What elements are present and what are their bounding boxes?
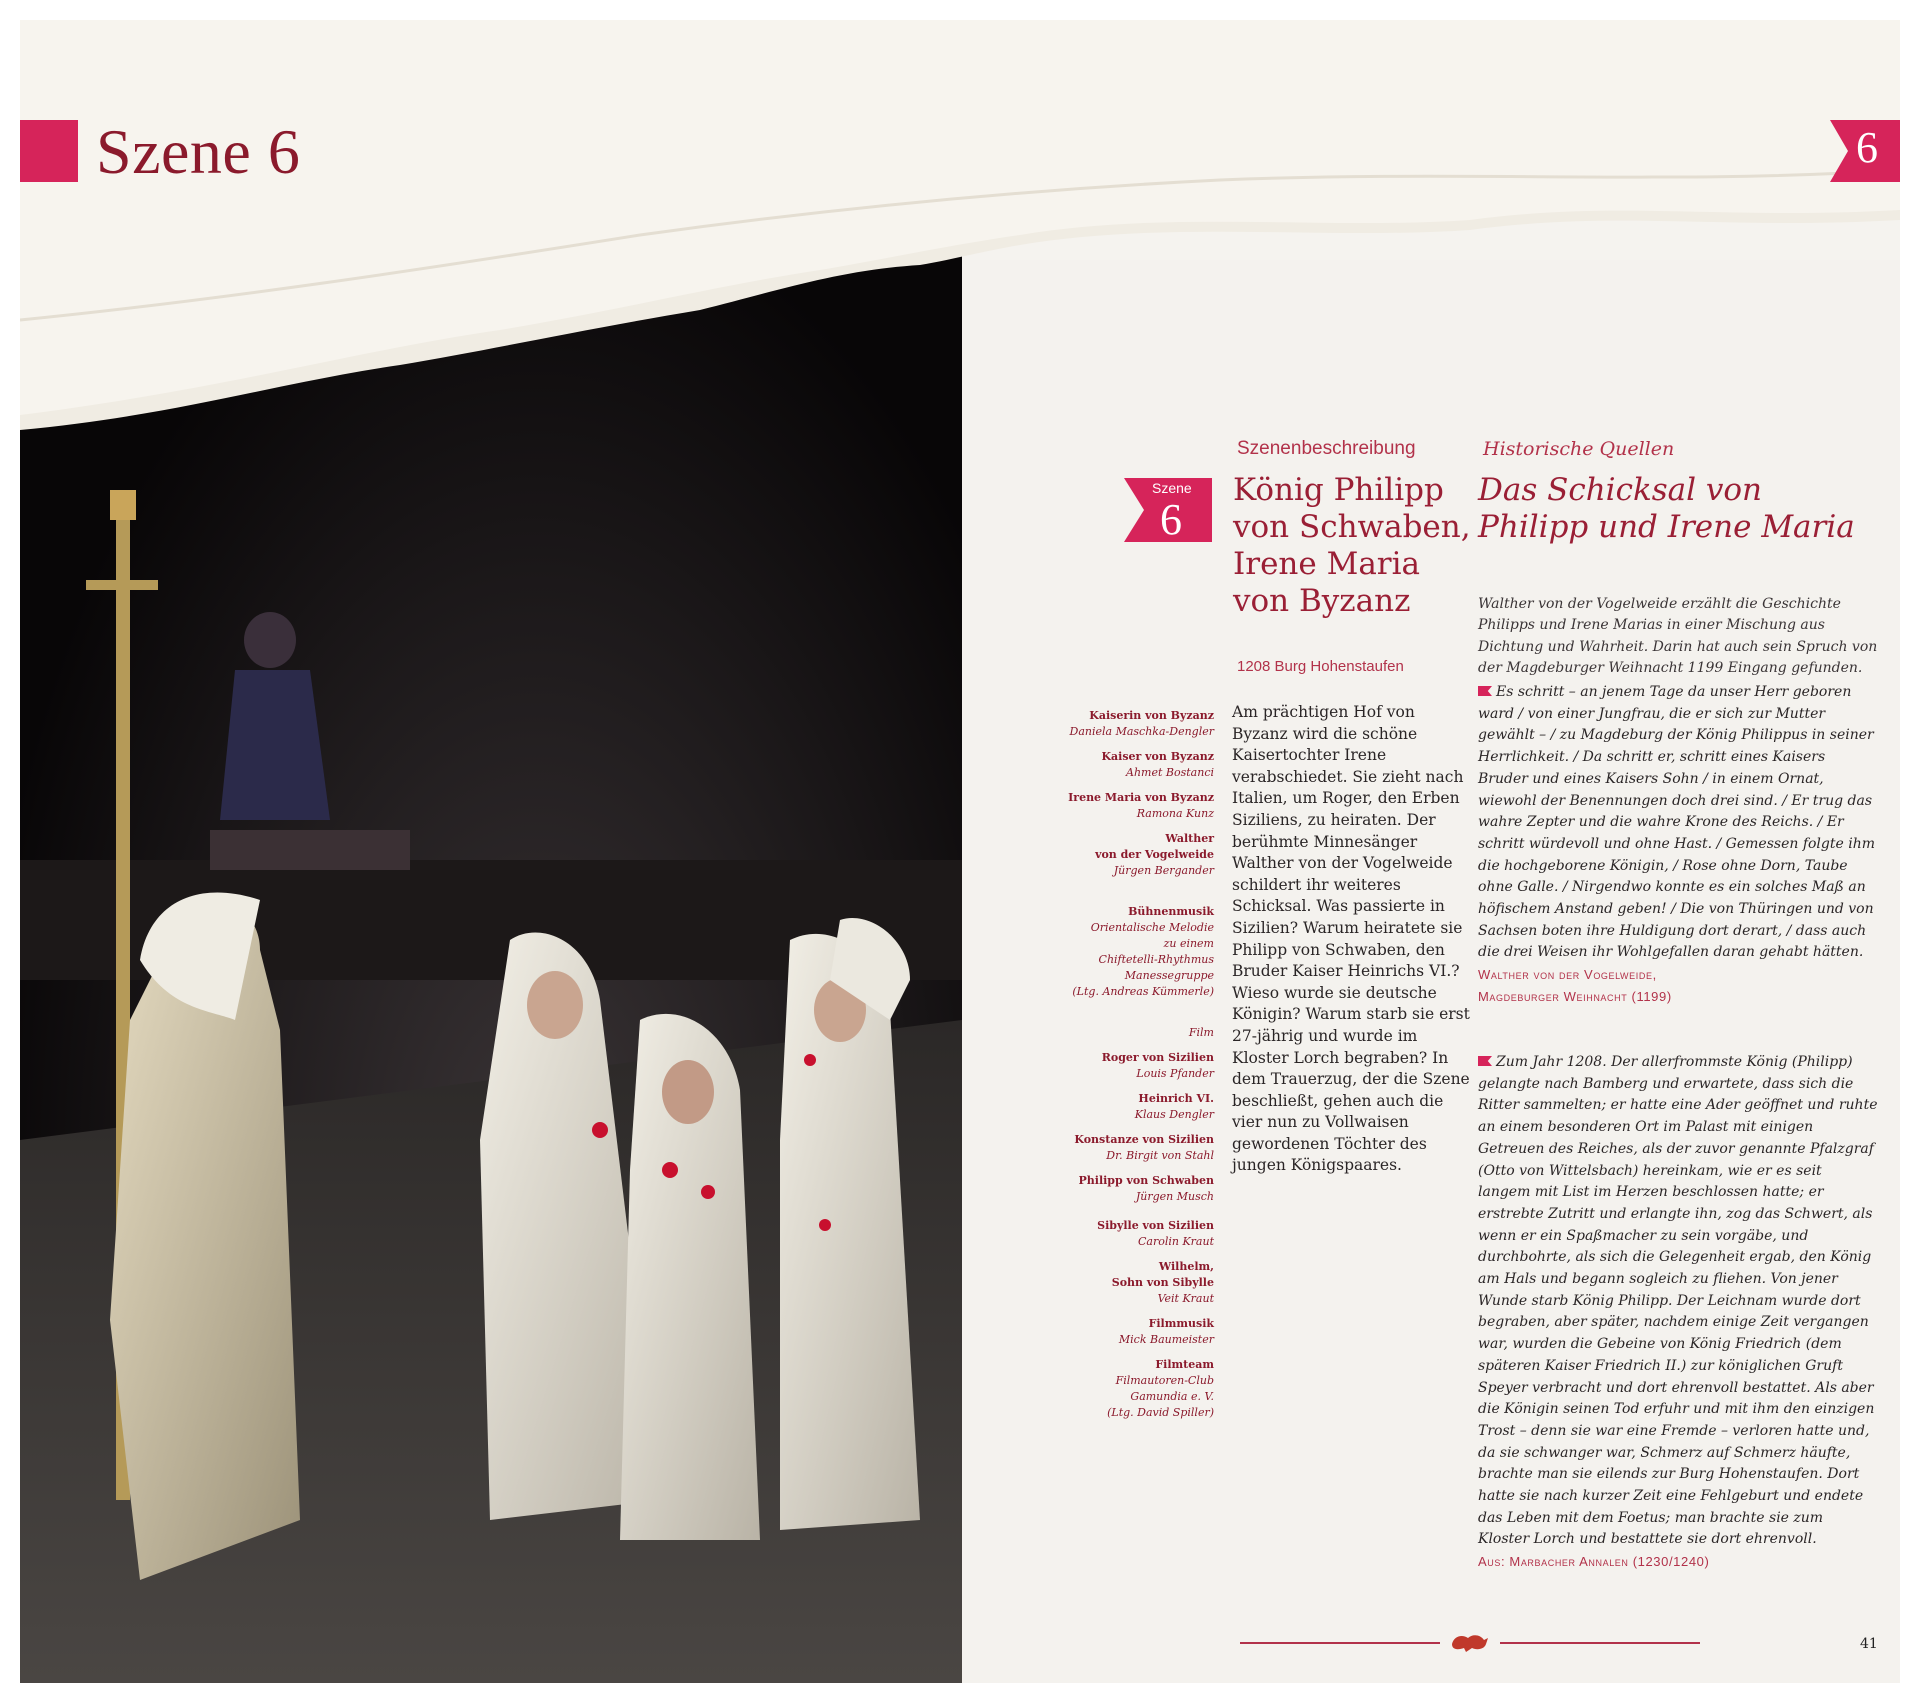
cast-role: Filmteam: [1155, 1358, 1214, 1371]
cast-entry: [1020, 708, 1214, 740]
music-line: Manessegruppe: [1124, 969, 1214, 982]
quote-source: Aus: Marbacher Annalen (1230/1240): [1478, 1554, 1710, 1570]
music-line: Orientalische Melodie: [1090, 921, 1214, 934]
cast-role: Philipp von Schwaben: [1078, 1174, 1214, 1187]
quote-source: Walther von der Vogelweide,: [1478, 967, 1657, 983]
cast-actor: Ramona Kunz: [1136, 807, 1214, 820]
description-title-line: Irene Maria: [1233, 546, 1421, 582]
quote-text: Zum Jahr 1208. Der allerfrommste König (Philipp) gelangte nach Bamberg und erwartete, dass sich die Ritter sammelten; er hatte eine Ader geöffnet und ruhte an einem besonderen Ort im Palast mit einigen Getreuen des Reiches, als der zuvor genannte Pfalzgraf (Otto von Wittelsbach) hereinkam, wie er es seit langem mit List im Herzen beschlossen hatte; er erstrebte Zutritt und erlangte ihn, zog das Schwert, als wenn er ein Spaßmacher zu sein vorgäbe, und durchbohrte, als sich die Gelegenheit ergab, den König am Hals und begann sogleich zu fliehen. Von jener Wunde starb König Philipp. Der Leichnam wurde dort begraben, aber später, nachdem einige Zeit vergangen war, wurden die Gebeine von König Friedrich (dem späteren Kaiser Friedrich II.) zur königlichen Gruft Speyer verbracht und dort ehrenvoll bestattet. Als aber die Königin seinen Tod erfuhr und mit ihm den einzigen Trost – denn sie war eine Fremde – verloren hatte und, da sie schwanger war, Schmerz auf Schmerz häufte, brachte man sie eilends zur Burg Hohenstaufen. Dort hatte sie nach kurzer Zeit eine Fehlgeburt und endete das Leben mit dem Foetus; man brachte sie zum Kloster Lorch und bestattete sie dort ehrenvoll.: [1478, 1054, 1878, 1548]
cast-entry: [1020, 1091, 1214, 1123]
cast-entry: [1020, 1218, 1214, 1250]
sources-title: [1478, 472, 1898, 546]
description-title: [1233, 472, 1473, 620]
film-label-entry: [1020, 1025, 1214, 1041]
book-page: [20, 20, 1900, 1683]
cast-entry: [1020, 831, 1214, 879]
description-title-line: König Philipp: [1233, 472, 1444, 508]
sources-heading: Historische Quellen: [1483, 438, 1675, 460]
cast-entry: [1020, 1259, 1214, 1307]
cast-role: Kaiser von Byzanz: [1101, 750, 1214, 763]
cast-entry: [1020, 790, 1214, 822]
film-label: Film: [1188, 1026, 1214, 1039]
cast-entry: [1020, 1316, 1214, 1348]
scene-place: 1208 Burg Hohenstaufen: [1237, 658, 1404, 675]
sources-title-line: Philipp und Irene Maria: [1478, 509, 1855, 545]
description-title-line: von Byzanz: [1233, 583, 1411, 619]
cast-actor: Dr. Birgit von Stahl: [1106, 1149, 1214, 1162]
music-line: zu einem: [1163, 937, 1214, 950]
music-role: Bühnenmusik: [1128, 905, 1214, 918]
quote-text: Es schritt – an jenem Tage da unser Herr geboren ward / von einer Jungfrau, die er sich zur Mutter gewählt – / zu Magdeburg der König Philippus in seiner Herrlichkeit. / Da schritt er, schritt eines Kaisers Bruder und eines Kaisers Sohn / in einem Ornat, wiewohl der Benennungen doch drei sind. / Er trug das wahre Zepter und die wahre Krone des Reichs. / Er schritt würdevoll und ohne Hast. / Gemessen folgte ihm die hochgeborene Königin, / Rose ohne Dorn, Taube ohne Galle. / Nirgendwo konnte es ein solches Maß an höfischem Anstand geben! / Die von Thüringen und von Sachsen boten ihre Huldigung dort derart, / dass auch die drei Weisen ihr Wohlgefallen daran gehabt hätten.: [1478, 684, 1876, 961]
music-line: (Ltg. Andreas Kümmerle): [1072, 985, 1214, 998]
description-title-line: von Schwaben,: [1233, 509, 1471, 545]
description-body: Am prächtigen Hof von Byzanz wird die schöne Kaisertochter Irene verabschiedet. Sie zieht nach Italien, um Roger, den Erben Siziliens, zu heiraten. Der berühmte Minnesänger Walther von der Vogelweide schildert ihr weiteres Schicksal. Was passierte in Sizilien? Warum heiratete sie Philipp von Schwaben, den Bruder Kaiser Heinrichs VI.? Wieso wurde sie deutsche Königin? Warum starb sie erst 27-jährig und wurde im Kloster Lorch begraben? In dem Trauerzug, der die Szene beschließt, gehen auch die vier nun zu Vollwaisen gewordenen Töchter des jungen Königspaares.: [1232, 703, 1470, 1175]
cast-actor: Mick Baumeister: [1118, 1333, 1214, 1346]
description-heading: Szenenbeschreibung: [1237, 438, 1416, 459]
cast-list: [1020, 708, 1214, 1430]
cast-role: Irene Maria von Byzanz: [1068, 791, 1214, 804]
film-team-entry: [1020, 1357, 1214, 1421]
scene-number-tab: [1830, 120, 1900, 182]
cast-actor: Gamundia e. V.: [1130, 1390, 1214, 1403]
cast-actor: Ahmet Bostanci: [1126, 766, 1214, 779]
lion-emblem-icon: [1448, 1630, 1492, 1654]
page-number: 41: [1860, 1636, 1878, 1652]
cast-role: Sohn von Sibylle: [1111, 1276, 1214, 1289]
scene-title-tab: [20, 120, 78, 182]
torn-paper-header: [20, 20, 1900, 460]
cast-role: Heinrich VI.: [1138, 1092, 1214, 1105]
cast-actor: Klaus Dengler: [1134, 1108, 1214, 1121]
cast-entry: [1020, 1132, 1214, 1164]
ribbon-number: 6: [1160, 495, 1182, 544]
sources-intro: Walther von der Vogelweide erzählt die Geschichte Philipps und Irene Marias in einer Mischung aus Dichtung und Wahrheit. Darin hat auch sein Spruch von der Magdeburger Weihnacht 1199 Eingang gefunden.: [1478, 596, 1878, 677]
scene-ribbon-badge: [1124, 478, 1212, 562]
cast-actor: Veit Kraut: [1157, 1292, 1214, 1305]
music-line: Chiftetelli-Rhythmus: [1098, 953, 1214, 966]
cast-role: Walther: [1165, 832, 1214, 845]
cast-actor: Jürgen Bergander: [1113, 864, 1214, 877]
cast-actor: (Ltg. David Spiller): [1107, 1406, 1214, 1419]
cast-role: Roger von Sizilien: [1101, 1051, 1214, 1064]
ribbon-label: Szene: [1152, 480, 1192, 496]
cast-role: Filmmusik: [1148, 1317, 1214, 1330]
cast-role: Sibylle von Sizilien: [1097, 1219, 1214, 1232]
cast-role: Wilhelm,: [1158, 1260, 1214, 1273]
cast-entry: [1020, 1173, 1214, 1205]
cast-actor: Jürgen Musch: [1135, 1190, 1214, 1203]
cast-actor: Carolin Kraut: [1137, 1235, 1214, 1248]
music-entry: [1020, 904, 1214, 1000]
scene-number: 6: [1856, 123, 1878, 172]
scene-title: Szene 6: [96, 116, 301, 187]
quote-walther: [1478, 682, 1878, 1008]
quote-annalen: [1478, 1052, 1878, 1573]
quote-source: Magdeburger Weihnacht (1199): [1478, 988, 1672, 1004]
footer-rule-right: [1500, 1642, 1700, 1644]
cast-role: Konstanze von Sizilien: [1074, 1133, 1214, 1146]
sources-title-line: Das Schicksal von: [1478, 472, 1763, 508]
footer-rule-left: [1240, 1642, 1440, 1644]
cast-entry: [1020, 1050, 1214, 1082]
cast-actor: Daniela Maschka-Dengler: [1069, 725, 1214, 738]
cast-actor: Filmautoren-Club: [1115, 1374, 1214, 1387]
cast-entry: [1020, 749, 1214, 781]
cast-role: Kaiserin von Byzanz: [1089, 709, 1214, 722]
cast-role: von der Vogelweide: [1095, 848, 1214, 861]
quote-marker-icon: [1478, 686, 1492, 696]
quote-marker-icon: [1478, 1056, 1492, 1066]
cast-actor: Louis Pfander: [1136, 1067, 1214, 1080]
